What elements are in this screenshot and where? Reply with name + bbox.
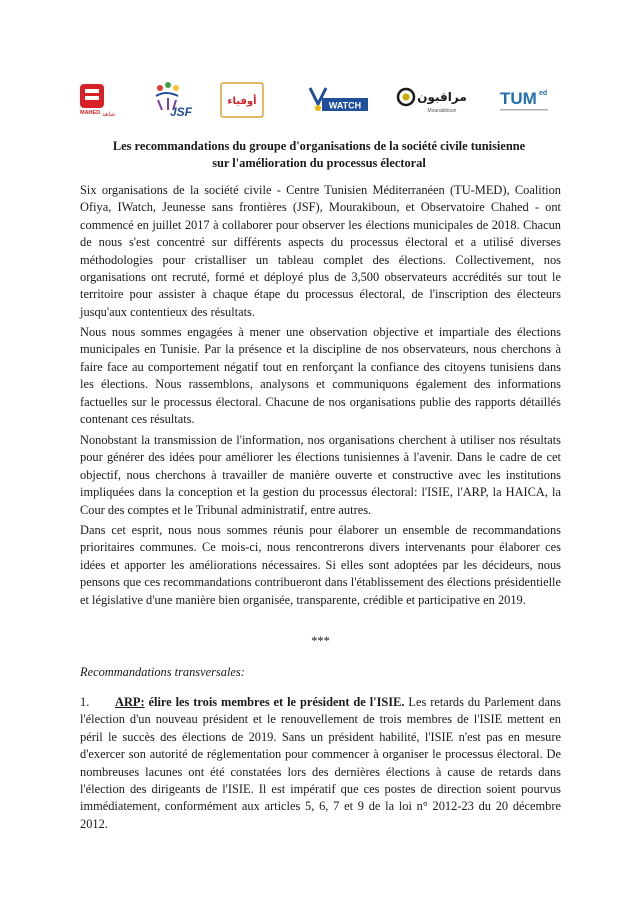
svg-text:ed: ed [539,90,548,97]
section-heading: Recommandations transversales: [80,665,245,679]
tumed-logo [498,84,554,116]
document-title [62,138,576,172]
svg-text:TUM: TUM [500,89,537,108]
paragraph-3: Nonobstant la transmission de l'information, nos organisations cherchent à utiliser nos résultats pour générer des idées pour améliorer les élections tunisiennes à l'avenir. Dans le cadre de cet objectif, nous cherchons à travailler de manière ouverte et constructive avec les institutions impliquées dans la conception et la gestion du processus électoral: l'ISIE, l'ARP, la HAICA, la Cour des comptes et le Tribunal administratif, entre autres. [80,433,561,517]
paragraph-4: Dans cet esprit, nous nous sommes réunis pour élaborer un ensemble de recommandations prioritaires communes. Ce mois-ci, nous rencontrerons divers intervenants pour élaborer ces idées et apporter les améliorations nécessaires. Si elles sont adoptées par les décideurs, nous pensons que ces recommandations contribueront dans l'établissement des élections présidentielle et législative d'une manière bien organisée, transparente, crédible et participative en 2019. [80,523,561,607]
svg-text:مراقبون: مراقبون [417,90,467,104]
partner-logos [78,76,558,124]
ofiya-logo [218,80,266,120]
title-line-2: sur l'amélioration du processus électoral [212,156,426,170]
section-separator: *** [311,634,330,648]
svg-text:MAHED: MAHED [80,110,101,116]
mourakiboun-logo [396,84,470,116]
recommendation-1 [80,694,561,833]
title-line-1: Les recommandations du groupe d'organisations de la société civile tunisienne [112,139,526,153]
paragraph-2: Nous nous sommes engagées à mener une observation objective et impartiale des élections municipales en Tunisie. Par la présence et la discipline de nos observateurs, nous cherchons à faire face au comportement négatif tout en renforçant la confiance des citoyens tunisiens dans les élections. Nous rassemblons, analysons et communiquons également des informations factuelles sur le processus électoral. Chacune de nos organisations publie des rapports détaillés contenant ces résultats. [80,325,561,427]
svg-text:شاهد: شاهد [102,111,116,118]
recommendation-heading-text: élire les trois membres et le président de l'ISIE. [144,695,405,709]
svg-text:JSF: JSF [170,105,193,119]
svg-text:WATCH: WATCH [328,100,362,111]
svg-text:أوفياء: أوفياء [227,96,257,107]
recommendation-number: 1. [80,695,90,709]
mahed-logo [78,82,120,118]
recommendation-heading [115,695,405,709]
jsf-logo [148,80,198,120]
iwatch-logo [306,86,370,116]
recommendation-text: Les retards du Parlement dans l'élection d'un nouveau président et le renouvellement de trois membres de l'ISIE mettent en péril le succès des élections de 2019. Sans un président habilité, l'ISIE n'est pas en mesure d'exercer son autorité de réglementation pour commencer à organiser le processus électoral. De nombreuses lacunes ont été constatées lors des dernières élections à cause de retards dans l'élection des dirigeants de l'ISIE. Il est impératif que ces postes de direction soient pourvus immédiatement, conformément aux articles 5, 6, 7 et 9 de la loi n° 2012-23 du 20 décembre 2012. [80,695,561,831]
recommendation-label: ARP: [115,695,145,709]
svg-text:Mourakiboun: Mourakiboun [427,108,457,114]
paragraph-1: Six organisations de la société civile - Centre Tunisien Méditerranéen (TU-MED), Coalition Ofiya, IWatch, Jeunesse sans frontières (JSF), Mourakiboun, et Observatoire Chahed - ont commencé en juillet 2017 à collaborer pour observer les élections municipales de 2018. Chacun de nous s'est concentré sur différents aspects du processus électoral et a utilisé diverses méthodologies pour cristalliser un tableau complet des élections. Collectivement, nos organisations ont recruté, formé et déployé plus de 3,500 observateurs accrédités sur tout le territoire pour assister à chaque étape du processus électoral, de l'inscription des électeurs jusqu'aux contentieux des résultats. [80,183,561,319]
